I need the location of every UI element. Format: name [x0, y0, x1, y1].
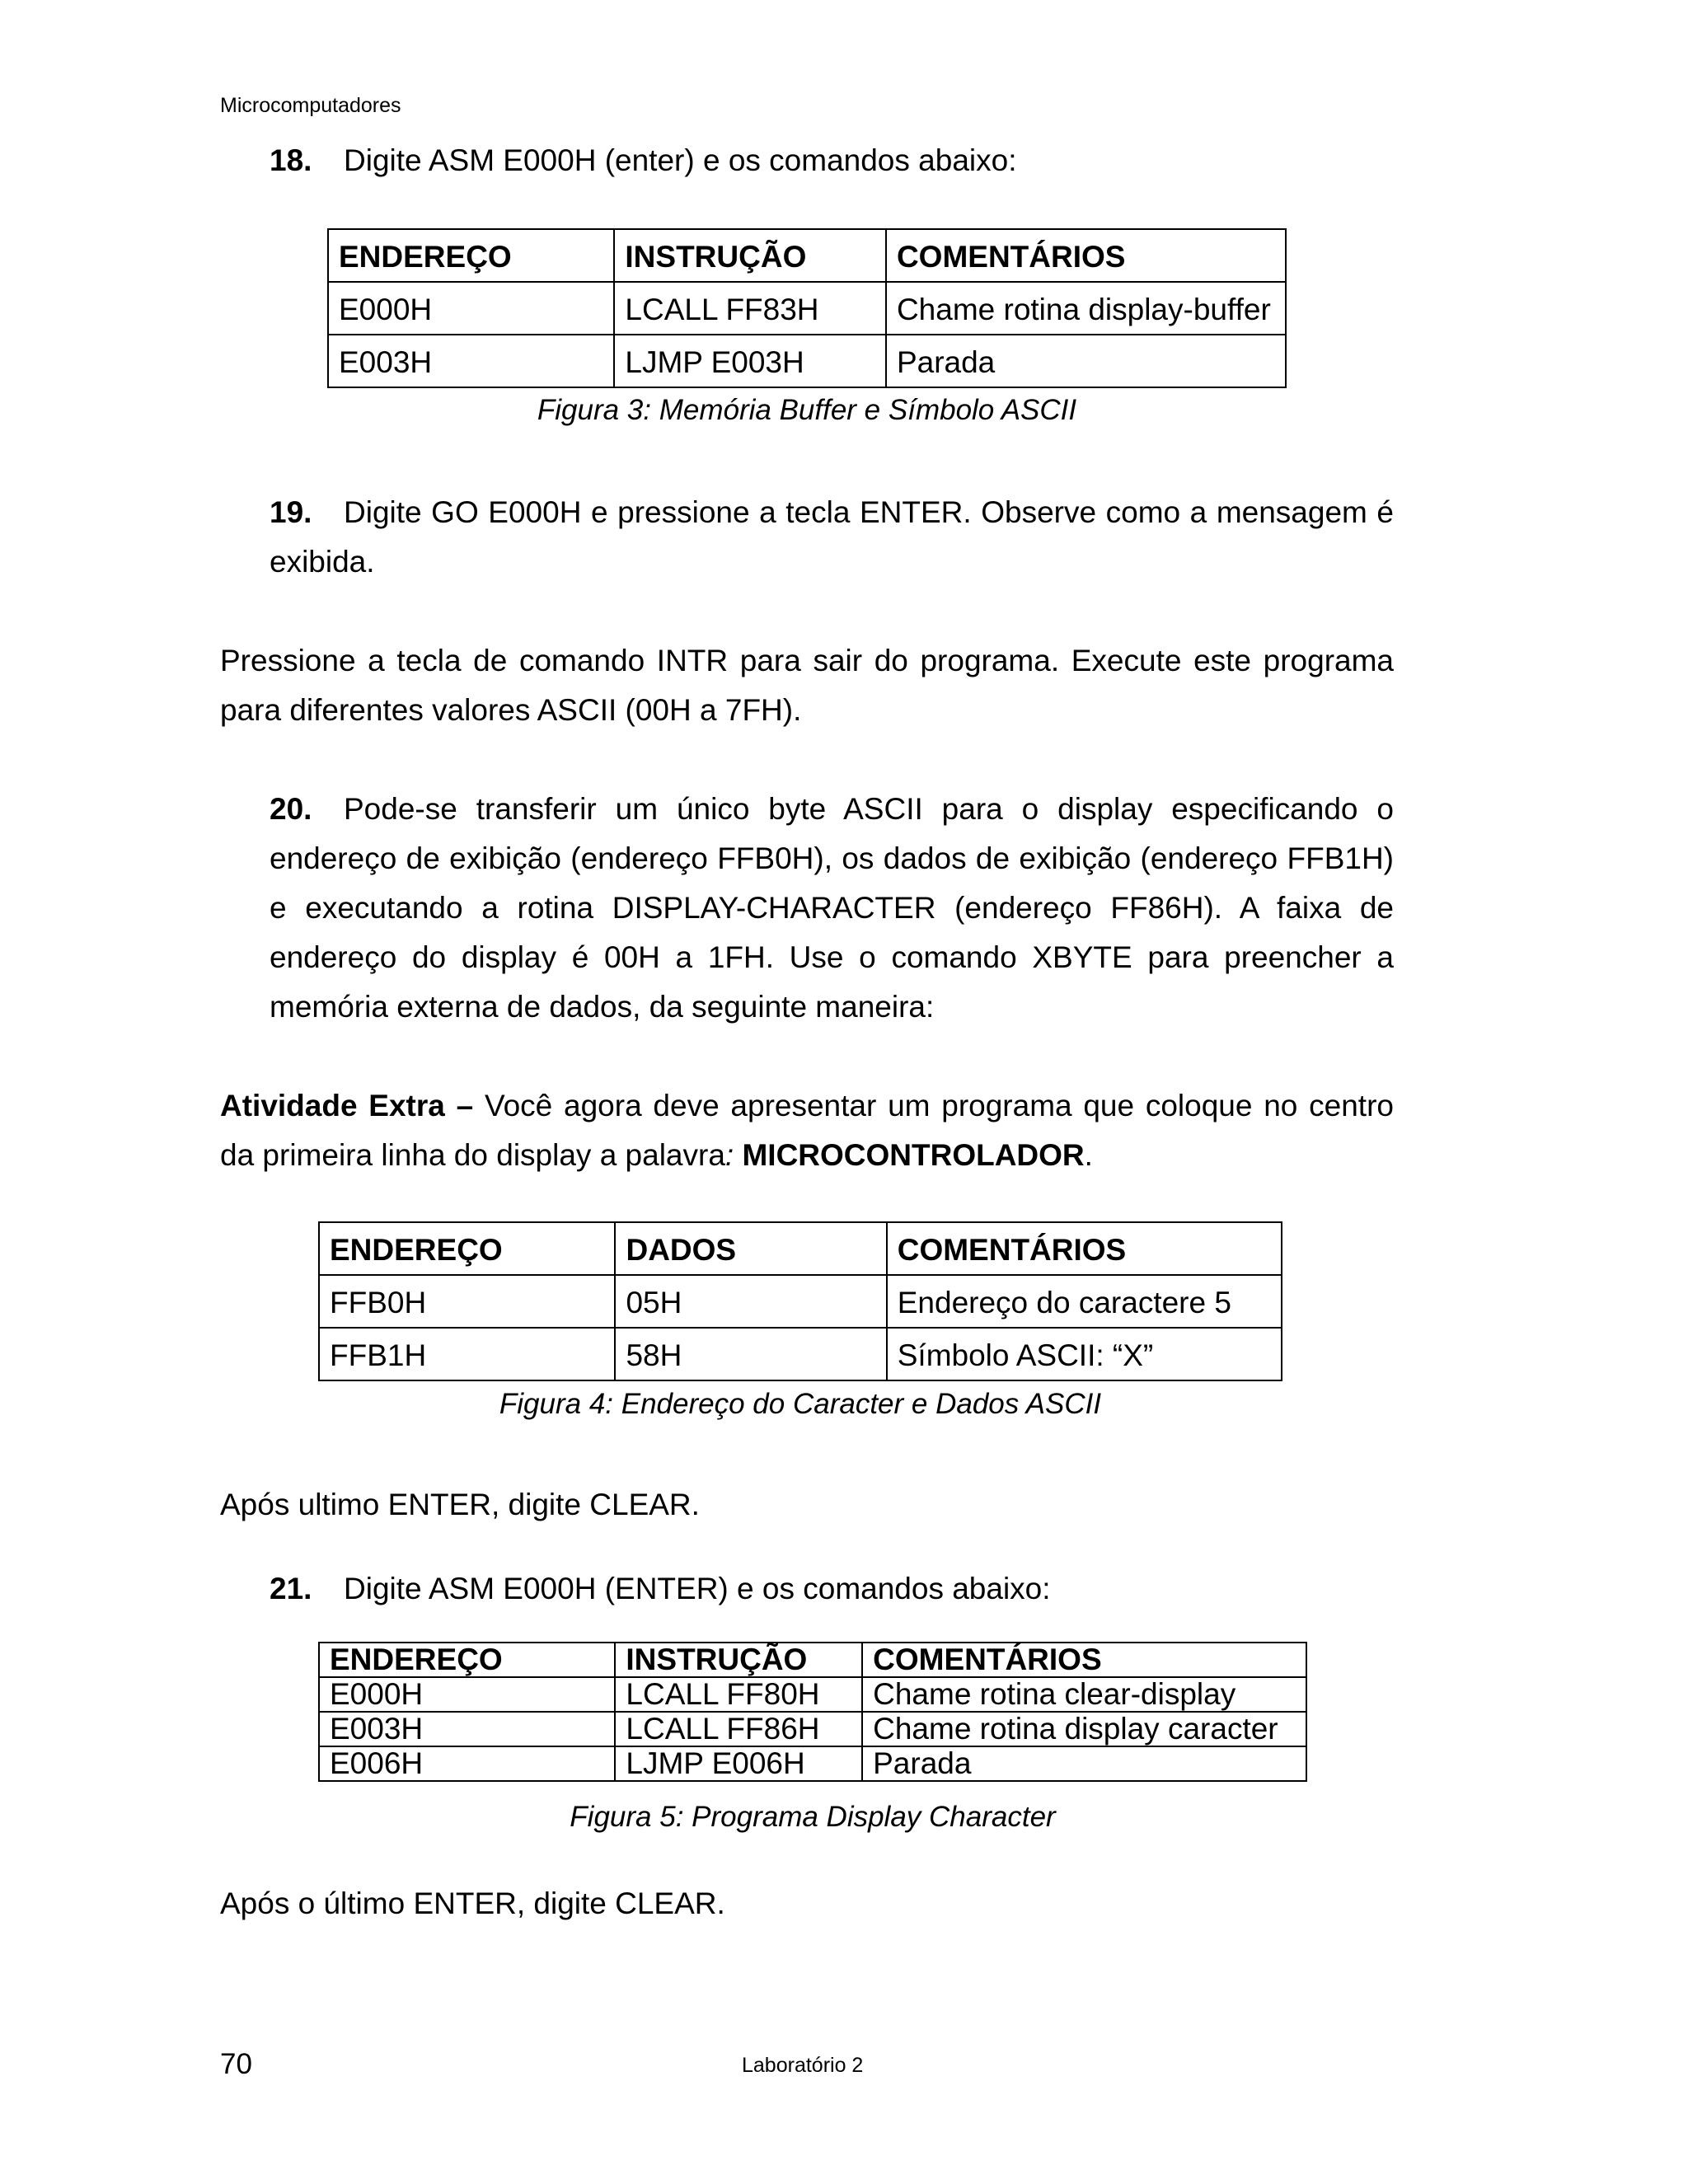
item-text: Digite ASM E000H (ENTER) e os comandos abaixo: [344, 1572, 1051, 1605]
header-cell: COMENTÁRIOS [887, 1222, 1282, 1275]
figure-caption-4: Figura 4: Endereço do Caracter e Dados ASCII [499, 1388, 1102, 1420]
running-header: Microcomputadores [220, 94, 401, 117]
table-header-row [319, 1222, 1282, 1275]
table-cell: Chame rotina display caracter [862, 1712, 1306, 1746]
item-number: 18. [270, 143, 312, 177]
table-cell: Chame rotina display-buffer [886, 282, 1286, 335]
page-number: 70 [220, 2048, 252, 2080]
table-row [328, 282, 1286, 335]
table-row [319, 1712, 1306, 1746]
table-cell: LCALL FF80H [615, 1677, 862, 1712]
table-header-row [319, 1643, 1306, 1677]
paragraph-intr: Pressione a tecla de comando INTR para sair do programa. Execute este programa para diferentes valores ASCII (00H a 7FH). [220, 644, 1394, 727]
item-21 [270, 1564, 1394, 1614]
item-18 [270, 136, 1399, 185]
header-cell: ENDEREÇO [328, 229, 614, 282]
table-row [319, 1328, 1282, 1380]
table-cell: Símbolo ASCII: “X” [887, 1328, 1282, 1380]
data-table-2 [318, 1221, 1282, 1381]
table-cell: Endereço do caractere 5 [887, 1275, 1282, 1328]
table-cell: FFB1H [319, 1328, 615, 1380]
table-cell: LJMP E006H [615, 1746, 862, 1781]
header-cell: INSTRUÇÃO [614, 229, 886, 282]
header-cell: COMENTÁRIOS [862, 1643, 1306, 1677]
table-row [319, 1677, 1306, 1712]
extra-text: Você agora deve apresentar um programa que coloque no centro da primeira linha do display a palavra [220, 1089, 1394, 1172]
footer-label: Laboratório 2 [742, 2054, 864, 2077]
item-text: Digite ASM E000H (enter) e os comandos abaixo: [344, 143, 1017, 177]
table-row [328, 335, 1286, 387]
table-row [319, 1746, 1306, 1781]
table-cell: 05H [615, 1275, 886, 1328]
table-cell: E000H [328, 282, 614, 335]
extra-activity [220, 1081, 1394, 1180]
extra-word: MICROCONTROLADOR [742, 1138, 1085, 1172]
table-cell: LCALL FF86H [615, 1712, 862, 1746]
item-19 [270, 488, 1394, 587]
table-cell: Chame rotina clear-display [862, 1677, 1306, 1712]
program-table-3 [318, 1642, 1307, 1782]
table-header-row [328, 229, 1286, 282]
figure-caption-5: Figura 5: Programa Display Character [570, 1801, 1056, 1833]
paragraph-clear-1: Após ultimo ENTER, digite CLEAR. [220, 1488, 700, 1521]
table-cell: E000H [319, 1677, 615, 1712]
instruction-table-1 [327, 228, 1287, 388]
item-number: 19. [270, 495, 312, 529]
header-cell: DADOS [615, 1222, 886, 1275]
item-20 [270, 785, 1394, 1032]
table-cell: LCALL FF83H [614, 282, 886, 335]
header-cell: INSTRUÇÃO [615, 1643, 862, 1677]
extra-label: Atividade Extra – [220, 1089, 474, 1122]
item-text: Pode-se transferir um único byte ASCII para o display especificando o endereço de exibição (endereço FFB0H), os dados de exibição (endereço FFB1H) e executando a rotina DISPLAY-CHARACTER (endereço FF86H). A faixa de endereço do display é 00H a 1FH. Use o comando XBYTE para preencher a memória externa de dados, da seguinte maneira: [270, 792, 1394, 1024]
item-text: Digite GO E000H e pressione a tecla ENTER. Observe como a mensagem é exibida. [270, 495, 1394, 579]
item-number: 20. [270, 792, 312, 826]
table-row [319, 1275, 1282, 1328]
table-cell: Parada [862, 1746, 1306, 1781]
header-cell: ENDEREÇO [319, 1643, 615, 1677]
figure-caption-3: Figura 3: Memória Buffer e Símbolo ASCII [537, 394, 1077, 426]
table-cell: E003H [319, 1712, 615, 1746]
header-cell: ENDEREÇO [319, 1222, 615, 1275]
item-number: 21. [270, 1572, 312, 1605]
paragraph-clear-2: Após o último ENTER, digite CLEAR. [220, 1886, 725, 1920]
table-cell: E006H [319, 1746, 615, 1781]
table-cell: FFB0H [319, 1275, 615, 1328]
table-cell: Parada [886, 335, 1286, 387]
extra-colon: : [724, 1138, 734, 1172]
header-cell: COMENTÁRIOS [886, 229, 1286, 282]
table-cell: LJMP E003H [614, 335, 886, 387]
table-cell: 58H [615, 1328, 886, 1380]
table-cell: E003H [328, 335, 614, 387]
extra-end: . [1084, 1138, 1093, 1172]
